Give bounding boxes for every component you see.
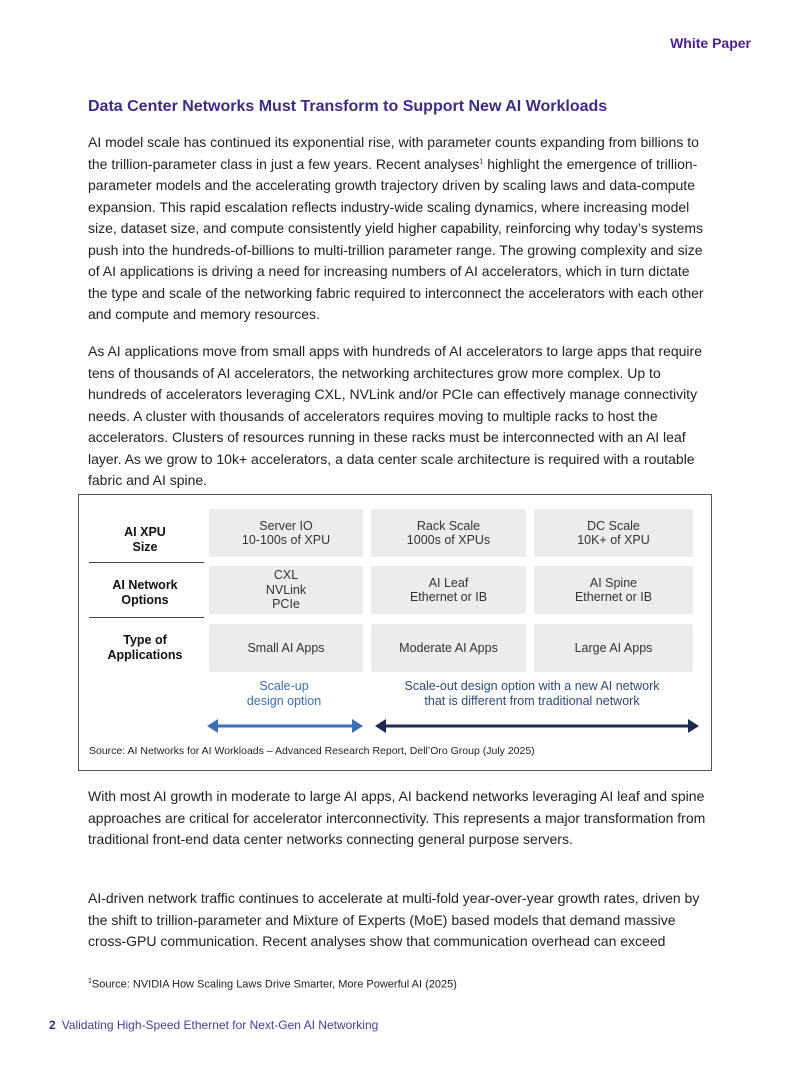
cell-line: NVLink (265, 582, 307, 597)
cell-line: AI Spine (589, 575, 638, 590)
cell-ai-spine (534, 566, 693, 614)
cell-line: PCIe (272, 597, 300, 612)
cell-line: Ethernet or IB (574, 590, 653, 604)
cell-moderate-ai-apps (371, 624, 526, 672)
cell-line: Rack Scale (416, 518, 481, 533)
paragraph-backend-networks: With most AI growth in moderate to large AI apps, AI backend networks leveraging AI leaf and spine approaches are critical for accelerator interconnectivity. This represents a major transformation from traditional front-end data center networks connecting general purpose servers. (88, 788, 706, 847)
caption-line: that is different from traditional network (424, 694, 640, 708)
page-footer (49, 1018, 378, 1032)
cell-ai-leaf (371, 566, 526, 614)
row-label-network-options (89, 578, 201, 608)
row-divider (89, 562, 204, 563)
scale-out-double-arrow (375, 717, 699, 735)
row-label-application-type (89, 633, 201, 663)
paragraph-model-scale (88, 132, 712, 326)
cell-line: CXL (273, 568, 299, 583)
footnote-number: 1 (88, 978, 92, 985)
paragraph-accelerator-growth: As AI applications move from small apps with hundreds of AI accelerators to large apps that require tens of thousands of AI accelerators, the networking architectures grow more complex. Up to hundreds of accelerators leveraging CXL, NVLink and/or PCIe can effectively manage connectivity needs. A cluster with thousands of accelerators requires moving to multiple racks to host the accelerators. Clusters of resources running in these racks must be interconnected with an AI leaf layer. As we grow to 10k+ accelerators, a data center scale architecture is required with a routable fabric and AI spine. (88, 343, 702, 488)
footnote (88, 978, 457, 991)
cell-line: AI Leaf (428, 575, 469, 590)
row-label-line: Size (132, 540, 158, 554)
cell-line: 10K+ of XPU (577, 533, 650, 547)
cell-line: Ethernet or IB (409, 590, 488, 604)
figure-source: Source: AI Networks for AI Workloads – Advanced Research Report, Dell’Oro Group (July 2025) (89, 745, 535, 757)
scale-up-double-arrow (207, 717, 363, 735)
paragraph-text: highlight the emergence of trillion-parameter models and the accelerating growth trajectory driven by scaling laws and data-compute expansion. This rapid escalation reflects industry-wide scaling dynamics, where increasing model size, dataset size, and compute consistently yield higher capability, reinforcing why today’s systems push into the hundreds-of-billions to multi-trillion parameter range. The growing complexity and size of AI applications is driving a need for increasing numbers of AI accelerators, which in turn dictate the type and scale of the networking fabric required to interconnect the accelerators with each other and compute and memory resources. (88, 155, 704, 322)
footnote-text: Source: NVIDIA How Scaling Laws Drive Smarter, More Powerful AI (2025) (91, 978, 457, 991)
cell-large-ai-apps (534, 624, 693, 672)
cell-line: 10-100s of XPU (241, 533, 331, 547)
paragraph-text: AI model scale has continued its exponential rise, with parameter counts expanding from billions to the trillion-parameter class in just a few years. Recent analyses (88, 134, 699, 172)
cell-small-ai-apps (209, 624, 363, 672)
cell-dc-scale (534, 509, 693, 557)
paragraph-network-traffic: AI-driven network traffic continues to accelerate at multi-fold year-over-year growth rates, driven by the shift to trillion-parameter and Mixture of Experts (MoE) based models that demand massive cross-GPU communication. Recent analyses show that communication overhead can exceed (88, 890, 700, 949)
row-label-line: Type of (123, 633, 167, 647)
row-label-line: Applications (107, 648, 183, 662)
cell-line: 1000s of XPUs (406, 533, 491, 547)
cell-rack-scale (371, 509, 526, 557)
row-label-xpu-size (89, 525, 201, 555)
cell-cxl-nvlink-pcie (209, 566, 363, 614)
scale-up-caption (209, 679, 359, 709)
caption-line: Scale-out design option with a new AI network (404, 679, 660, 693)
cell-line: Large AI Apps (574, 640, 653, 655)
document-type-label: White Paper (670, 35, 751, 51)
caption-line: Scale-up (259, 679, 309, 693)
cell-server-io (209, 509, 363, 557)
row-divider (89, 617, 204, 618)
page-number: 2 (49, 1018, 56, 1032)
section-title: Data Center Networks Must Transform to Support New AI Workloads (88, 98, 608, 115)
cell-line: Small AI Apps (247, 640, 325, 655)
ai-network-scaling-figure (78, 494, 712, 771)
cell-line: Moderate AI Apps (399, 640, 498, 655)
caption-line: design option (246, 694, 322, 708)
row-label-line: AI Network (112, 578, 178, 592)
document-title: Validating High-Speed Ethernet for Next-Gen AI Networking (61, 1018, 379, 1032)
scale-out-caption (371, 679, 693, 709)
footnote-ref[interactable]: 1 (479, 157, 484, 165)
row-label-line: AI XPU (124, 525, 166, 539)
row-label-line: Options (121, 593, 169, 607)
cell-line: Server IO (259, 518, 313, 533)
cell-line: DC Scale (587, 518, 640, 533)
